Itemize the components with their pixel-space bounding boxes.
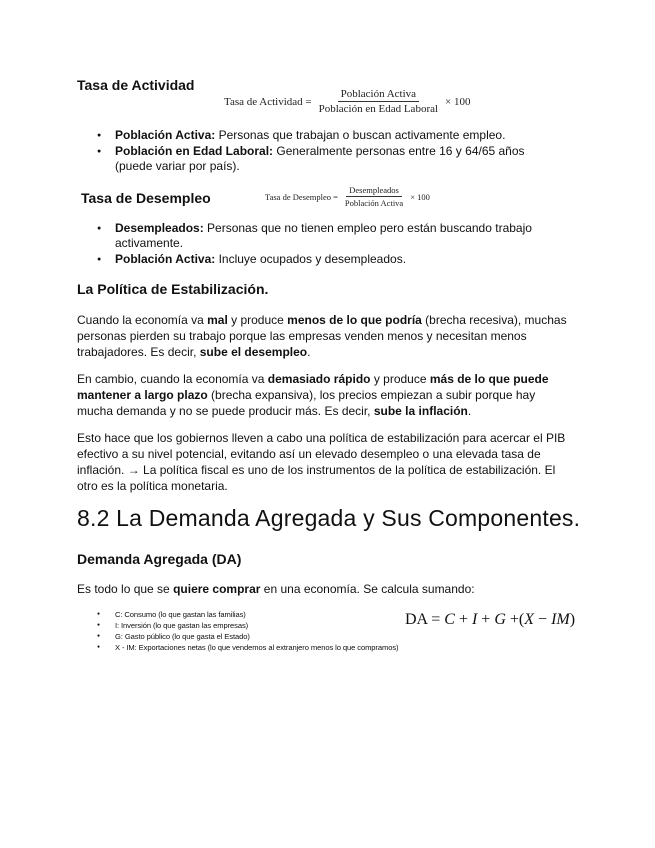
politica-paragraph-3: Esto hace que los gobiernos lleven a cabo una política de estabilización para acercar el PIB efectivo a su nivel potencial, evitando así un elevado desempleo o una elevada tasa de inflación. → La política fiscal es uno de los instrumentos de la política de estabilización. El otro es la política monetaria.: [77, 431, 566, 493]
tasa-desempleo-formula: [265, 185, 430, 208]
term: Desempleados:: [115, 221, 204, 235]
text: .: [467, 404, 472, 418]
text: en una economía. Se calcula sumando:: [260, 582, 475, 596]
formula-lhs: Tasa de Desempleo =: [265, 191, 338, 202]
tasa-actividad-list: [115, 128, 555, 174]
section-heading: 8.2 La Demanda Agregada y Sus Componentes.: [77, 505, 581, 531]
list-item: ● G: Gasto público (lo que gasta el Estado): [115, 631, 515, 642]
list-item: ● C: Consumo (lo que gastan las familias): [115, 609, 515, 620]
definition: Generalmente personas entre 16 y 64/65 años (puede variar por país).: [115, 144, 525, 173]
formula-minus: −: [538, 611, 548, 628]
emphasis: menos de lo que podría: [287, 313, 422, 327]
emphasis: sube el desempleo: [199, 345, 308, 359]
formula-i: I: [471, 611, 478, 628]
emphasis: sube la inflación: [373, 404, 468, 418]
formula-c: C: [444, 611, 455, 628]
formula-numerator: Población Activa: [338, 88, 419, 102]
formula-suffix: × 100: [445, 95, 471, 108]
term: Población Activa:: [115, 128, 216, 142]
definition: Personas que no tienen empleo pero están buscando trabajo activamente.: [115, 221, 532, 250]
emphasis: más de lo que puede mantener a largo plazo: [77, 372, 549, 402]
list-item: ● I: Inversión (lo que gastan las empresas): [115, 620, 515, 631]
list-item: [115, 252, 545, 267]
formula-plus: +: [481, 611, 491, 628]
text: (brecha recesiva), muchas personas pierden su trabajo porque las empresas venden menos y necesitan menos trabajadores. Es decir,: [77, 313, 567, 359]
tasa-desempleo-heading: Tasa de Desempleo: [81, 190, 211, 206]
tasa-actividad-heading: Tasa de Actividad: [77, 77, 195, 93]
list-item: ● X - IM: Exportaciones netas (lo que vendemos al extranjero menos lo que compramos): [115, 642, 515, 653]
formula-lhs: Tasa de Actividad =: [224, 95, 312, 108]
emphasis: mal: [207, 313, 228, 327]
term: Población Activa:: [115, 252, 216, 266]
text: (brecha expansiva), los precios empiezan a subir porque hay mucha demanda y no se puede producir más. Es decir,: [77, 388, 536, 418]
list-item: [115, 128, 555, 143]
definition: Personas que trabajan o buscan activamente empleo.: [215, 128, 506, 142]
demanda-intro: [77, 581, 567, 597]
text: Es todo lo que se: [77, 582, 174, 596]
tasa-desempleo-list: [115, 221, 545, 267]
formula-paren-close: ): [569, 611, 576, 628]
formula-plus: +: [458, 611, 468, 628]
text: .: [307, 345, 311, 359]
formula-plus: +: [509, 611, 519, 628]
text: En cambio, cuando la economía va: [77, 372, 268, 386]
emphasis: demasiado rápido: [267, 372, 371, 386]
emphasis: quiere comprar: [173, 582, 261, 596]
politica-heading: La Política de Estabilización.: [77, 281, 269, 297]
formula-suffix: × 100: [410, 191, 430, 202]
formula-equals: =: [431, 611, 441, 628]
definition: Incluye ocupados y desempleados.: [215, 252, 407, 266]
text: y produce: [370, 372, 430, 386]
formula-x: X: [524, 611, 535, 628]
formula-denominator: Población Activa: [344, 198, 404, 208]
formula-denominator: Población en Edad Laboral: [318, 103, 439, 115]
formula-fraction: [342, 185, 406, 208]
formula-paren-open: (: [518, 611, 525, 628]
formula-im: IM: [551, 611, 570, 628]
text: Cuando la economía va: [77, 313, 208, 327]
demanda-heading: Demanda Agregada (DA): [77, 551, 242, 567]
text: y produce: [227, 313, 288, 327]
formula-da: DA: [405, 611, 428, 628]
formula-g: G: [494, 611, 506, 628]
formula-fraction: [316, 88, 441, 115]
politica-paragraph-1: [77, 312, 567, 360]
list-item: [115, 144, 555, 174]
term: Población en Edad Laboral:: [115, 144, 274, 158]
politica-paragraph-2: [77, 371, 567, 419]
tasa-actividad-formula: [224, 88, 471, 115]
list-item: [115, 221, 545, 251]
demanda-formula: [405, 611, 575, 629]
formula-numerator: Desempleados: [346, 185, 402, 197]
